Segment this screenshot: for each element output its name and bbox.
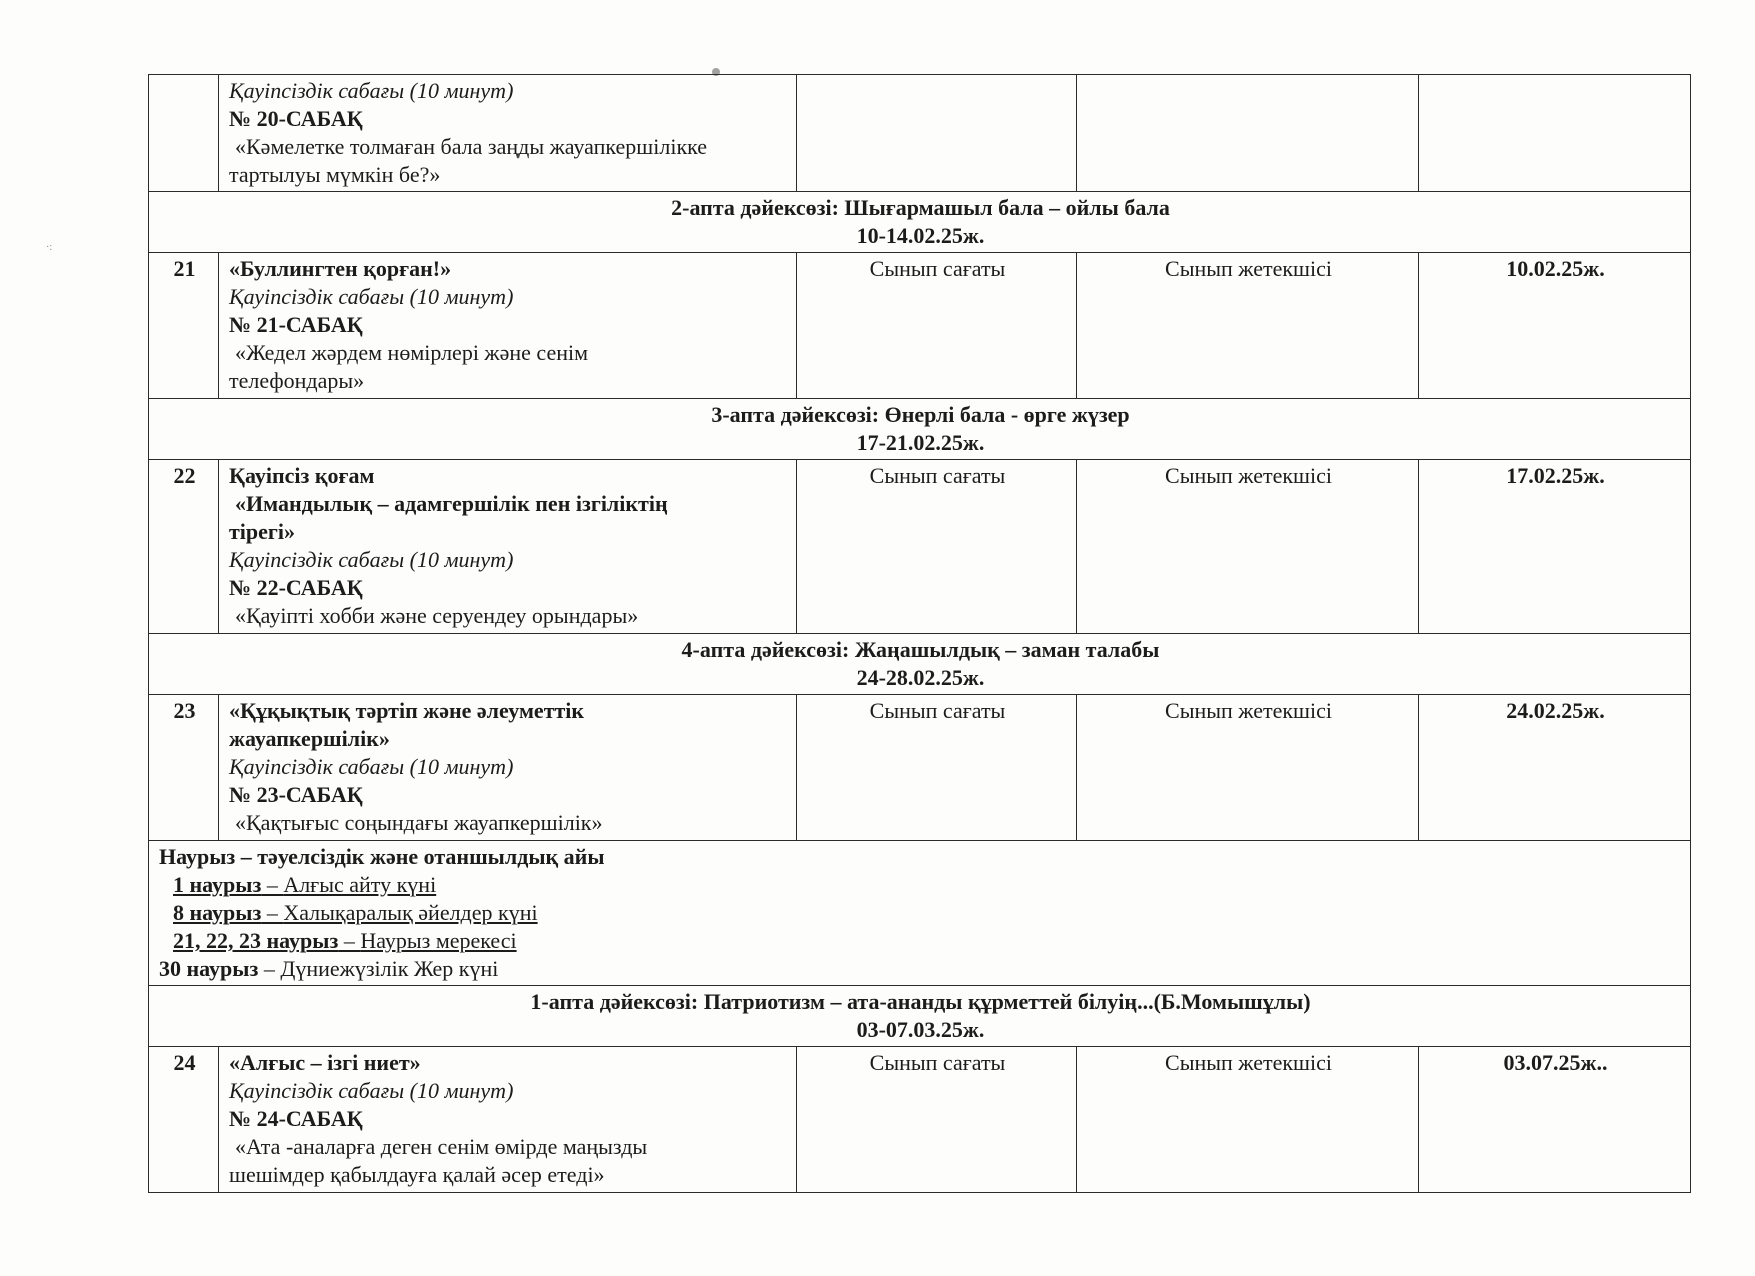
holiday-date: 30 наурыз	[159, 956, 259, 981]
table-row-22	[149, 460, 1691, 634]
holiday-name: Халықаралық әйелдер күні	[283, 900, 538, 925]
row-number: 22	[149, 460, 219, 634]
week-header	[149, 192, 1691, 253]
lesson-title: «Жедел жәрдем нөмірлері және сенім	[235, 340, 589, 365]
lesson-number: № 21-САБАҚ	[229, 312, 363, 337]
holiday-name: Алғыс айту күні	[283, 872, 437, 897]
form-cell: Сынып сағаты	[797, 695, 1077, 841]
holiday-sep: –	[261, 900, 284, 925]
holiday-item	[159, 927, 1682, 955]
holiday-sep: –	[261, 872, 284, 897]
plan-table	[148, 74, 1691, 1193]
row-number: 24	[149, 1047, 219, 1193]
safety-lesson-label: Қауіпсіздік сабағы (10 минут)	[229, 284, 514, 309]
topic-title-cont: жауапкершілік»	[229, 726, 390, 751]
month-row	[149, 841, 1691, 986]
topic-title-cont: тірегі»	[229, 519, 296, 544]
date-cell: 24.02.25ж.	[1419, 695, 1691, 841]
holiday-name: Дүниежүзілік Жер күні	[280, 956, 499, 981]
holiday-sep: –	[258, 956, 281, 981]
month-title: Наурыз – тәуелсіздік және отаншылдық айы	[159, 844, 605, 869]
lesson-title-cont: телефондары»	[229, 368, 365, 393]
week-header	[149, 634, 1691, 695]
holiday-date: 21, 22, 23 наурыз	[173, 928, 339, 953]
week-title: 4-апта дәйексөзі: Жаңашылдық – заман талабы	[681, 637, 1160, 662]
topic-title: «Имандылық – адамгершілік пен ізгіліктің	[235, 491, 668, 516]
table-row-20	[149, 75, 1691, 192]
table-row-21	[149, 253, 1691, 399]
week-header	[149, 399, 1691, 460]
topic-cell	[219, 1047, 797, 1193]
responsible-cell: Сынып жетекшісі	[1077, 695, 1419, 841]
date-cell: 03.07.25ж..	[1419, 1047, 1691, 1193]
table-row-23	[149, 695, 1691, 841]
week-dates: 10-14.02.25ж.	[856, 223, 985, 248]
responsible-cell: Сынып жетекшісі	[1077, 253, 1419, 399]
responsible-cell: Сынып жетекшісі	[1077, 1047, 1419, 1193]
topic-cell	[219, 695, 797, 841]
form-cell: Сынып сағаты	[797, 1047, 1077, 1193]
num-cell	[149, 75, 219, 192]
week-header-row	[149, 634, 1691, 695]
date-cell: 10.02.25ж.	[1419, 253, 1691, 399]
lesson-title: «Қауіпті хобби және серуендеу орындары»	[235, 603, 639, 628]
week-title: 1-апта дәйексөзі: Патриотизм – ата-ананды құрметтей білуің...(Б.Момышұлы)	[530, 989, 1311, 1014]
row-number: 21	[149, 253, 219, 399]
holiday-date: 8 наурыз	[173, 900, 262, 925]
week-header	[149, 986, 1691, 1047]
week-header-row	[149, 192, 1691, 253]
lesson-title-cont: шешімдер қабылдауға қалай әсер етеді»	[229, 1162, 605, 1187]
topic-heading: Қауіпсіз қоғам	[229, 463, 375, 488]
safety-lesson-label: Қауіпсіздік сабағы (10 минут)	[229, 1078, 514, 1103]
lesson-title-cont: тартылуы мүмкін бе?»	[229, 162, 441, 187]
safety-lesson-label: Қауіпсіздік сабағы (10 минут)	[229, 78, 514, 103]
week-header-row	[149, 986, 1691, 1047]
responsible-cell: Сынып жетекшісі	[1077, 460, 1419, 634]
week-dates: 03-07.03.25ж.	[856, 1017, 985, 1042]
row-number: 23	[149, 695, 219, 841]
lesson-number: № 23-САБАҚ	[229, 782, 363, 807]
date-cell	[1419, 75, 1691, 192]
holiday-name: Наурыз мерекесі	[360, 928, 517, 953]
holiday-item	[159, 899, 1682, 927]
holiday-item	[159, 955, 1682, 983]
date-cell: 17.02.25ж.	[1419, 460, 1691, 634]
safety-lesson-label: Қауіпсіздік сабағы (10 минут)	[229, 754, 514, 779]
week-title: 3-апта дәйексөзі: Өнерлі бала - өрге жүзер	[711, 402, 1130, 427]
safety-lesson-label: Қауіпсіздік сабағы (10 минут)	[229, 547, 514, 572]
form-cell: Сынып сағаты	[797, 253, 1077, 399]
topic-cell	[219, 253, 797, 399]
form-cell	[797, 75, 1077, 192]
lesson-number: № 24-САБАҚ	[229, 1106, 363, 1131]
lesson-title: «Қақтығыс соңындағы жауапкершілік»	[235, 810, 603, 835]
lesson-number: № 20-САБАҚ	[229, 106, 363, 131]
week-header-row	[149, 399, 1691, 460]
holiday-date: 1 наурыз	[173, 872, 262, 897]
week-dates: 17-21.02.25ж.	[856, 430, 985, 455]
lesson-title: «Кәмелетке толмаған бала заңды жауапкершілікке	[235, 134, 708, 159]
topic-title: «Буллингтен қорған!»	[229, 256, 452, 281]
week-dates: 24-28.02.25ж.	[856, 665, 985, 690]
topic-title: «Құқықтық тәртіп және әлеуметтік	[229, 698, 585, 723]
topic-cell	[219, 460, 797, 634]
lesson-title: «Ата -аналарға деген сенім өмірде маңызды	[235, 1134, 648, 1159]
holiday-item	[159, 871, 1682, 899]
lesson-number: № 22-САБАҚ	[229, 575, 363, 600]
holiday-sep: –	[338, 928, 361, 953]
topic-cell	[219, 75, 797, 192]
margin-mark: ·:	[46, 242, 53, 253]
table-row-24	[149, 1047, 1691, 1193]
week-title: 2-апта дәйексөзі: Шығармашыл бала – ойлы бала	[671, 195, 1170, 220]
month-block	[149, 841, 1691, 986]
topic-title: «Алғыс – ізгі ниет»	[229, 1050, 421, 1075]
form-cell: Сынып сағаты	[797, 460, 1077, 634]
responsible-cell	[1077, 75, 1419, 192]
